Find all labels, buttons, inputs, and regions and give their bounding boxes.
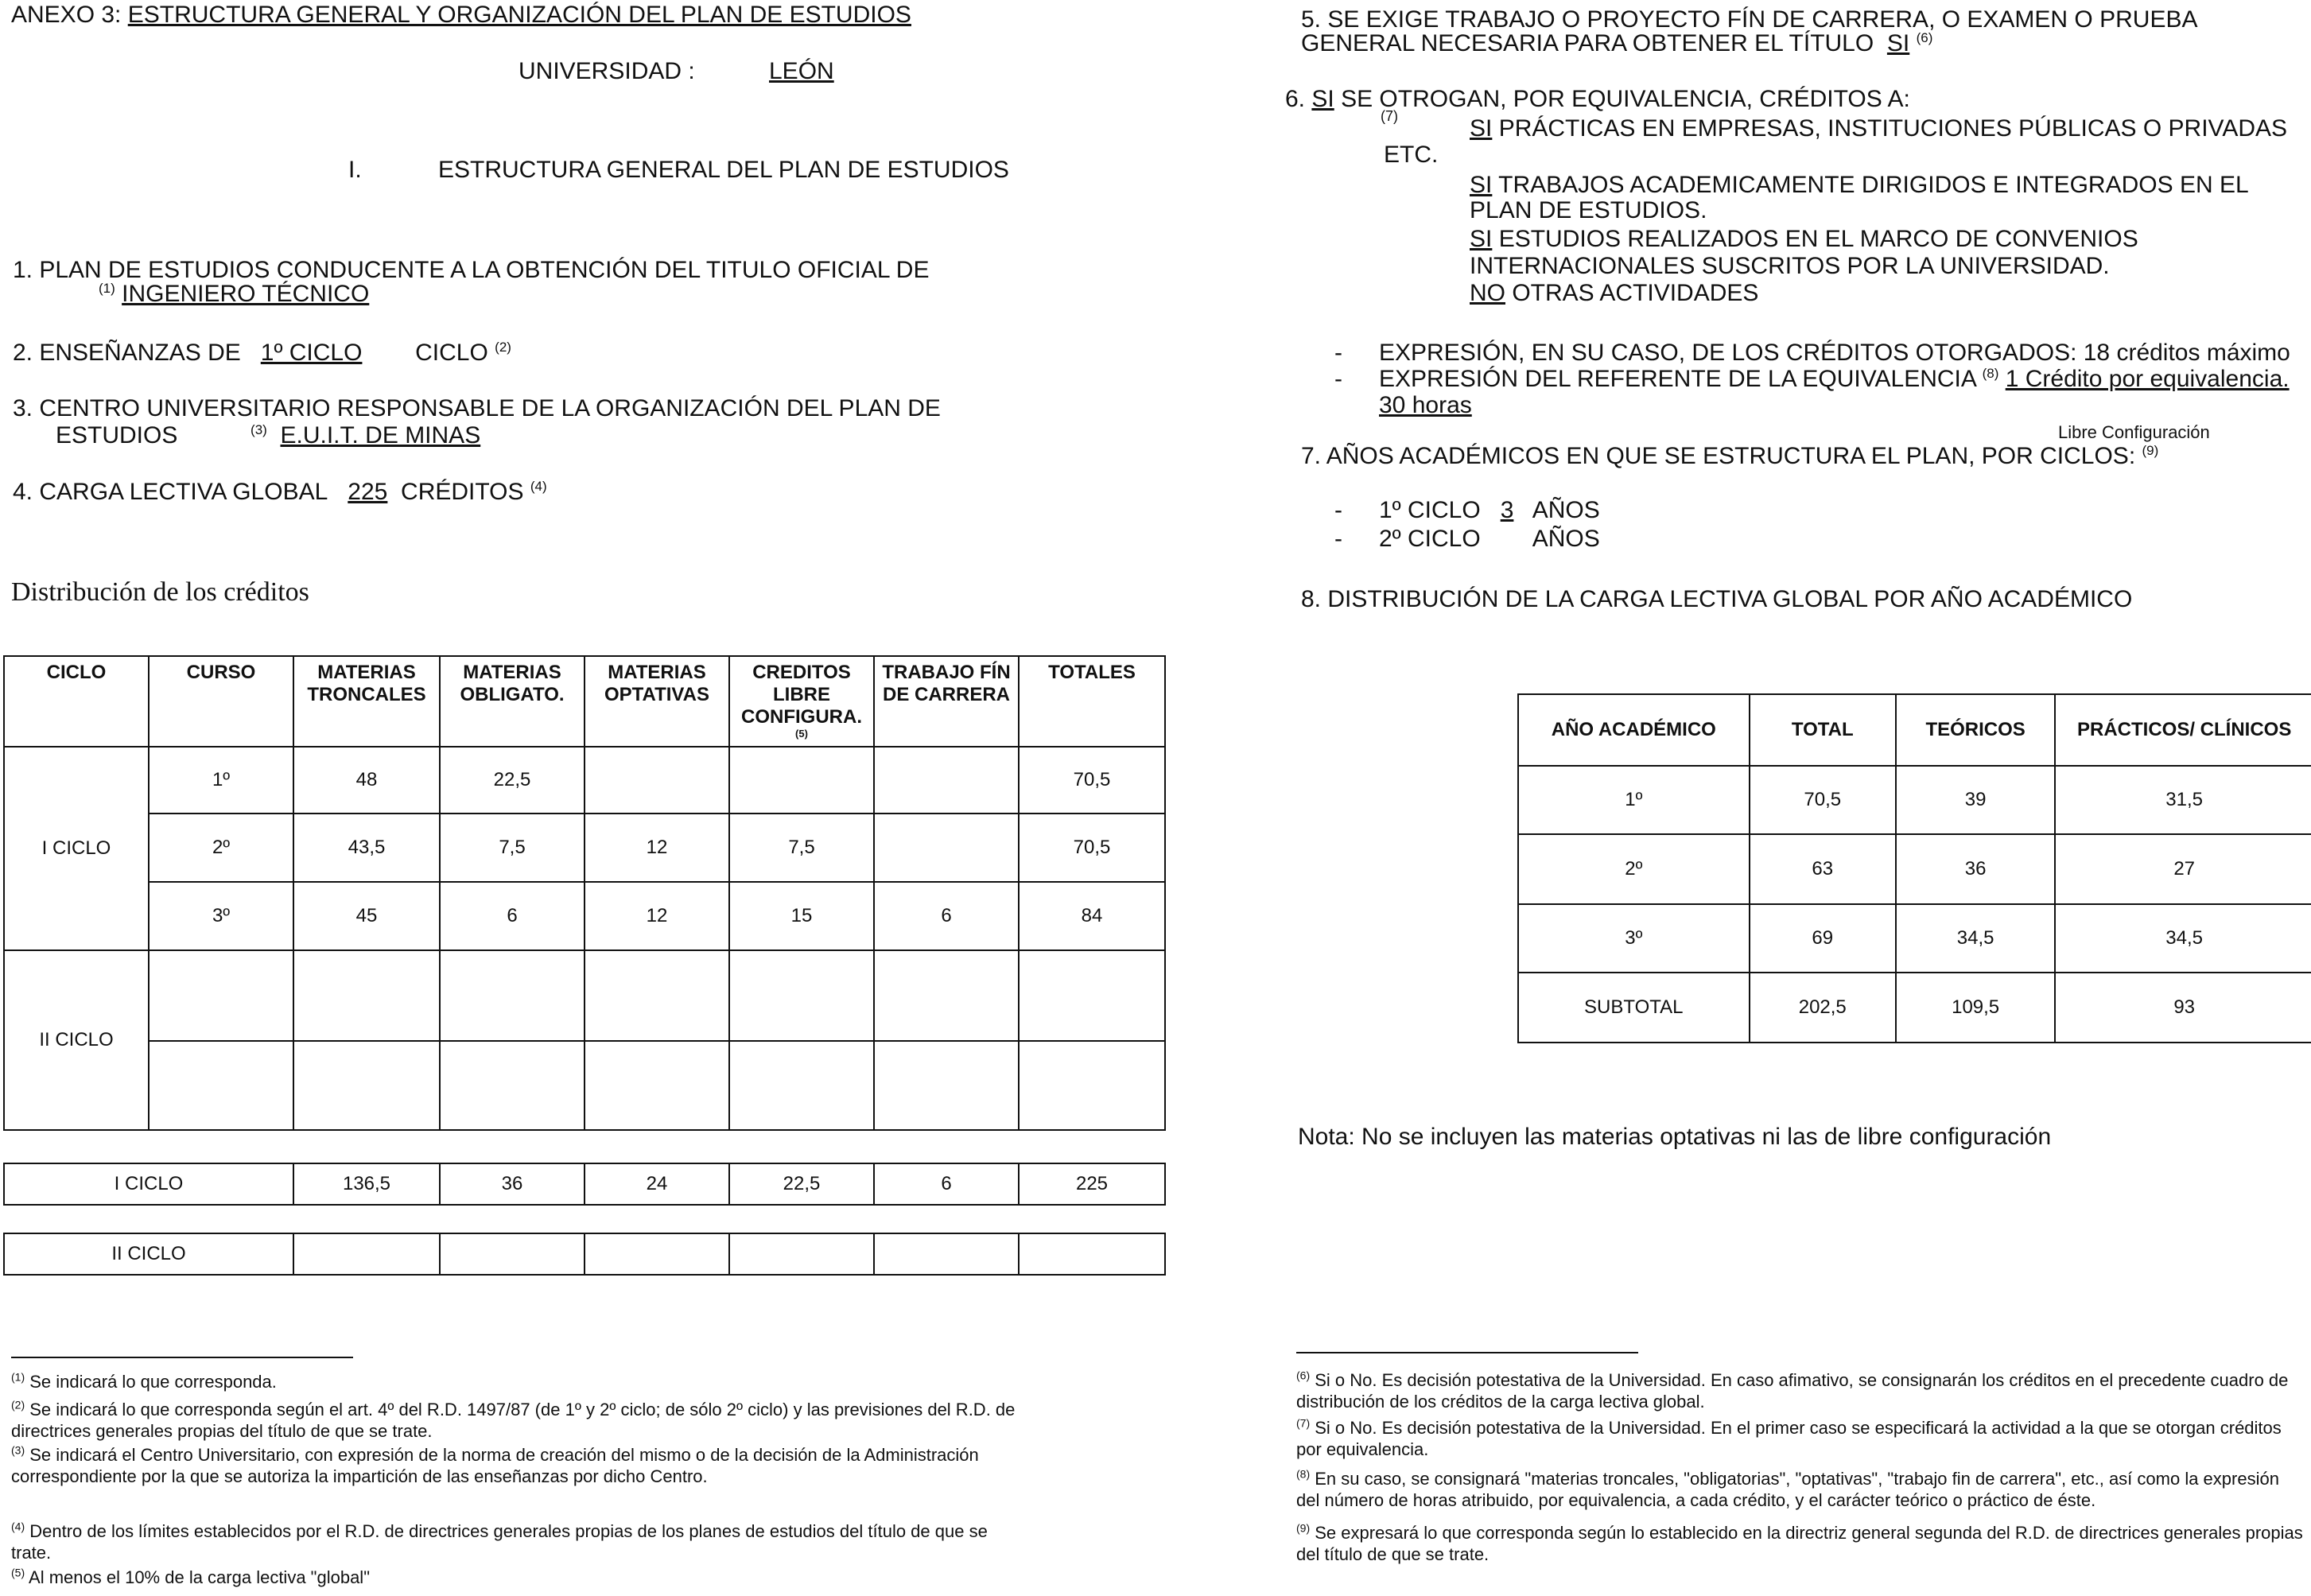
footnote-text: Si o No. Es decisión potestativa de la Universidad. En caso afimativo, se consignarán los créditos en el precedente cuadro de distribución de los créditos de la carga lectiva global. <box>1296 1370 2289 1412</box>
university-label: UNIVERSIDAD : <box>519 58 695 84</box>
table-cell <box>149 950 293 1041</box>
option-3-value: SI <box>1470 226 1493 252</box>
nota-text: Nota: No se incluyen las materias optativas ni las de libre configuración <box>1298 1124 2052 1150</box>
item6-sup: (7) <box>1381 108 1398 124</box>
item3-line1: 3. CENTRO UNIVERSITARIO RESPONSABLE DE LA ORGANIZACIÓN DEL PLAN DE <box>13 395 941 421</box>
footnote <box>11 1371 1021 1392</box>
table-row <box>4 950 1165 1041</box>
item7-note: Libre Configuración <box>2058 422 2210 442</box>
table-cell <box>293 1041 440 1130</box>
item1-value-line <box>99 281 369 308</box>
section-number: I. <box>348 157 362 183</box>
table-cell: 6 <box>440 882 585 950</box>
item7-sup: (9) <box>2142 443 2159 458</box>
item3-sup: (3) <box>251 422 267 437</box>
item5-sup: (6) <box>1916 30 1933 45</box>
item7-text: 7. AÑOS ACADÉMICOS EN QUE SE ESTRUCTURA EL PLAN, POR CICLOS: <box>1301 443 2136 469</box>
cycle1-unit: AÑOS <box>1532 497 1600 523</box>
header-libre-config-label: CREDITOS LIBRE CONFIGURA. <box>741 662 862 728</box>
header-optativas: MATERIAS OPTATIVAS <box>585 656 729 747</box>
option-2 <box>1470 172 2249 199</box>
table-cell <box>585 1041 729 1130</box>
expr2-cont: 30 horas <box>1379 392 1472 418</box>
item4-line <box>13 479 547 506</box>
ciclo1-cell: I CICLO <box>4 747 149 950</box>
header-ano-academico: AÑO ACADÉMICO <box>1518 694 1750 766</box>
item5-value: SI <box>1886 30 1910 56</box>
item1-value: INGENIERO TÉCNICO <box>122 281 370 307</box>
item6-prefix: 6. <box>1285 86 1306 112</box>
cycle2-label: 2º CICLO <box>1379 526 1481 552</box>
item2-value: 1º CICLO <box>260 340 363 366</box>
item1-sup: (1) <box>99 281 115 296</box>
footnote-text: Se indicará lo que corresponda. <box>29 1372 277 1392</box>
footnote <box>1296 1468 2305 1511</box>
table-cell: 7,5 <box>729 814 874 882</box>
summary-cell <box>729 1233 874 1275</box>
annex-title: ESTRUCTURA GENERAL Y ORGANIZACIÓN DEL PLAN DE ESTUDIOS <box>127 2 911 28</box>
summary-label: II CICLO <box>4 1233 293 1275</box>
cycle1-value: 3 <box>1500 497 1514 523</box>
table-cell: 69 <box>1750 904 1896 973</box>
footnote-text: Si o No. Es decisión potestativa de la Universidad. En el primer caso se especificará la actividad a la que se otorgan créditos por equivalencia. <box>1296 1418 2282 1459</box>
cycle1-line <box>1379 497 1600 524</box>
table-cell: 70,5 <box>1750 766 1896 834</box>
expr1-dash: - <box>1334 340 1342 366</box>
table-row <box>4 882 1165 950</box>
table-cell: 2º <box>1518 834 1750 904</box>
footnote-marker: (9) <box>1296 1521 1311 1535</box>
footnote-marker: (7) <box>1296 1416 1311 1430</box>
table-cell <box>729 747 874 814</box>
footnote-text: Se indicará el Centro Universitario, con expresión de la norma de creación del mismo o de la decisión de la Administración correspondiente por la que se autoriza la impartición de las enseñanzas por dicho Centro. <box>11 1445 979 1486</box>
table-cell <box>874 814 1019 882</box>
table-row <box>4 1041 1165 1130</box>
summary-cell: 22,5 <box>729 1163 874 1205</box>
footnote-marker: (8) <box>1296 1467 1311 1481</box>
footnote <box>1296 1369 2305 1412</box>
expr1-text: EXPRESIÓN, EN SU CASO, DE LOS CRÉDITOS OTORGADOS: 18 créditos máximo <box>1379 340 2290 366</box>
table-cell: 15 <box>729 882 874 950</box>
header-obligato: MATERIAS OBLIGATO. <box>440 656 585 747</box>
table-cell: 1º <box>1518 766 1750 834</box>
item3-label: ESTUDIOS <box>56 422 178 449</box>
cycle2-dash: - <box>1334 526 1342 552</box>
header-teoricos: TEÓRICOS <box>1896 694 2055 766</box>
summary-cell: 225 <box>1019 1163 1165 1205</box>
footnote-text: Dentro de los límites establecidos por el R.D. de directrices generales propias de los planes de estudios del título de que se trate. <box>11 1521 988 1563</box>
university-value: LEÓN <box>769 58 834 84</box>
table-cell: SUBTOTAL <box>1518 973 1750 1043</box>
summary-cell <box>874 1233 1019 1275</box>
table-cell: 3º <box>1518 904 1750 973</box>
expr2-value: 1 Crédito por equivalencia. <box>2005 366 2290 392</box>
expr2-sup: (8) <box>1982 366 1999 381</box>
item2-prefix: 2. ENSEÑANZAS DE <box>13 340 241 366</box>
option-1-value: SI <box>1470 115 1493 142</box>
option-4 <box>1470 280 1758 307</box>
footnote <box>11 1399 1021 1442</box>
footnote-text: Al menos el 10% de la carga lectiva "global" <box>29 1567 370 1587</box>
expr2-line <box>1379 366 2290 393</box>
table-row <box>4 814 1165 882</box>
option-3-text: ESTUDIOS REALIZADOS EN EL MARCO DE CONVENIOS <box>1498 226 2138 252</box>
table-cell: 27 <box>2055 834 2311 904</box>
table-cell: 48 <box>293 747 440 814</box>
item5-line2 <box>1301 30 1932 57</box>
summary-cell <box>440 1233 585 1275</box>
summary-ciclo2-table <box>3 1233 1166 1276</box>
year-table <box>1517 693 2311 1043</box>
table-cell: 34,5 <box>1896 904 2055 973</box>
footnote-rule <box>11 1357 353 1358</box>
table-cell: 70,5 <box>1019 814 1165 882</box>
item2-sup: (2) <box>495 340 511 355</box>
table-cell: 12 <box>585 882 729 950</box>
option-1-cont: ETC. <box>1384 142 1439 168</box>
header-troncales: MATERIAS TRONCALES <box>293 656 440 747</box>
table-cell: 93 <box>2055 973 2311 1043</box>
item3-line2 <box>56 422 480 449</box>
table-row <box>1518 766 2311 834</box>
footnote <box>11 1520 1021 1563</box>
expr2-text: EXPRESIÓN DEL REFERENTE DE LA EQUIVALENCIA <box>1379 366 1976 392</box>
header-ciclo: CICLO <box>4 656 149 747</box>
footnote <box>11 1567 1021 1588</box>
summary-row <box>4 1233 1165 1275</box>
item3-value: E.U.I.T. DE MINAS <box>280 422 481 449</box>
item4-suffix: CRÉDITOS <box>401 479 524 505</box>
footnote-rule <box>1296 1352 1638 1353</box>
table-cell <box>585 950 729 1041</box>
item4-sup: (4) <box>530 479 547 494</box>
option-1-text: PRÁCTICAS EN EMPRESAS, INSTITUCIONES PÚBLICAS O PRIVADAS <box>1498 115 2288 142</box>
table-cell: 70,5 <box>1019 747 1165 814</box>
table-cell: 45 <box>293 882 440 950</box>
expr2-dash: - <box>1334 366 1342 392</box>
table-row <box>1518 834 2311 904</box>
table-cell <box>440 950 585 1041</box>
year-header-row <box>1518 694 2311 766</box>
table-cell <box>874 747 1019 814</box>
distribution-heading: Distribución de los créditos <box>11 577 309 607</box>
cycle1-label: 1º CICLO <box>1379 497 1481 523</box>
table-cell <box>293 950 440 1041</box>
summary-cell: 36 <box>440 1163 585 1205</box>
header-curso: CURSO <box>149 656 293 747</box>
table-cell: 36 <box>1896 834 2055 904</box>
table-row <box>4 747 1165 814</box>
option-4-value: NO <box>1470 280 1505 306</box>
item5-line1: 5. SE EXIGE TRABAJO O PROYECTO FÍN DE CARRERA, O EXAMEN O PRUEBA <box>1301 6 2198 33</box>
summary-cell <box>293 1233 440 1275</box>
credits-table <box>3 655 1166 1131</box>
item8-text: 8. DISTRIBUCIÓN DE LA CARGA LECTIVA GLOBAL POR AÑO ACADÉMICO <box>1301 586 2133 612</box>
item6-value: SI <box>1311 86 1334 112</box>
ciclo2-cell: II CICLO <box>4 950 149 1130</box>
option-1 <box>1470 115 2287 142</box>
footnote-text: Se indicará lo que corresponda según el art. 4º del R.D. 1497/87 (de 1º y 2º ciclo; de sólo 2º ciclo) y las previsiones del R.D. de directrices generales propias del título de que se trate. <box>11 1400 1016 1441</box>
table-cell <box>729 950 874 1041</box>
summary-ciclo1-table <box>3 1163 1166 1206</box>
table-cell: 43,5 <box>293 814 440 882</box>
footnote-marker: (2) <box>11 1398 25 1412</box>
table-cell: 7,5 <box>440 814 585 882</box>
summary-label: I CICLO <box>4 1163 293 1205</box>
table-cell: 2º <box>149 814 293 882</box>
item4-prefix: 4. CARGA LECTIVA GLOBAL <box>13 479 328 505</box>
header-trabajo-fin: TRABAJO FÍN DE CARRERA <box>874 656 1019 747</box>
header-libre-config <box>729 656 874 747</box>
header-totales: TOTALES <box>1019 656 1165 747</box>
annex-heading <box>11 2 911 29</box>
table-cell: 6 <box>874 882 1019 950</box>
table-cell: 34,5 <box>2055 904 2311 973</box>
table-cell: 202,5 <box>1750 973 1896 1043</box>
table-cell <box>1019 950 1165 1041</box>
footnote-marker: (5) <box>11 1566 25 1579</box>
footnote-text: En su caso, se consignará "materias troncales, "obligatorias", "optativas", "trabajo fin de carrera", etc., así como la expresión del número de horas atribuido, por equivalencia, a cada crédito, y el carácter teórico o práctico de éste. <box>1296 1469 2279 1510</box>
table-cell: 3º <box>149 882 293 950</box>
item6-text: SE OTROGAN, POR EQUIVALENCIA, CRÉDITOS A: <box>1341 86 1910 112</box>
summary-cell: 24 <box>585 1163 729 1205</box>
table-cell <box>585 747 729 814</box>
option-3 <box>1470 226 2138 253</box>
table-cell <box>149 1041 293 1130</box>
table-row <box>1518 973 2311 1043</box>
header-practicos: PRÁCTICOS/ CLÍNICOS <box>2055 694 2311 766</box>
table-row <box>1518 904 2311 973</box>
cycle1-dash: - <box>1334 497 1342 523</box>
table-cell: 109,5 <box>1896 973 2055 1043</box>
footnote-marker: (4) <box>11 1520 25 1533</box>
table-cell <box>440 1041 585 1130</box>
table-cell: 22,5 <box>440 747 585 814</box>
option-4-text: OTRAS ACTIVIDADES <box>1512 280 1759 306</box>
table-cell <box>874 1041 1019 1130</box>
summary-cell <box>1019 1233 1165 1275</box>
footnote-marker: (1) <box>11 1370 25 1384</box>
item2-suffix: CICLO <box>415 340 488 366</box>
item2-line <box>13 340 511 367</box>
table-cell <box>729 1041 874 1130</box>
item6-line <box>1285 86 1910 113</box>
annex-prefix: ANEXO 3: <box>11 2 122 28</box>
table-cell: 84 <box>1019 882 1165 950</box>
summary-cell <box>585 1233 729 1275</box>
section-title: ESTRUCTURA GENERAL DEL PLAN DE ESTUDIOS <box>438 157 1009 183</box>
footnote <box>1296 1522 2305 1565</box>
table-cell: 39 <box>1896 766 2055 834</box>
credits-header-row <box>4 656 1165 747</box>
table-cell: 31,5 <box>2055 766 2311 834</box>
summary-cell: 136,5 <box>293 1163 440 1205</box>
option-2-value: SI <box>1470 172 1493 198</box>
item1-text: 1. PLAN DE ESTUDIOS CONDUCENTE A LA OBTENCIÓN DEL TITULO OFICIAL DE <box>13 257 930 283</box>
summary-row <box>4 1163 1165 1205</box>
header-total: TOTAL <box>1750 694 1896 766</box>
item7-line <box>1301 443 2158 470</box>
footnote <box>1296 1417 2305 1460</box>
summary-cell: 6 <box>874 1163 1019 1205</box>
table-cell <box>874 950 1019 1041</box>
item5-label: GENERAL NECESARIA PARA OBTENER EL TÍTULO <box>1301 30 1874 56</box>
table-cell <box>1019 1041 1165 1130</box>
footnote-marker: (6) <box>1296 1369 1311 1382</box>
table-cell: 1º <box>149 747 293 814</box>
table-cell: 12 <box>585 814 729 882</box>
footnote <box>11 1444 1021 1487</box>
option-2-text: TRABAJOS ACADEMICAMENTE DIRIGIDOS E INTEGRADOS EN EL <box>1498 172 2249 198</box>
footnote-marker: (3) <box>11 1443 25 1457</box>
footnote-text: Se expresará lo que corresponda según lo establecido en la directriz general segunda del R.D. de directrices generales propias del título de que se trate. <box>1296 1523 2303 1564</box>
option-2-cont: PLAN DE ESTUDIOS. <box>1470 197 1707 223</box>
cycle2-line <box>1379 526 1600 553</box>
header-libre-config-note: (5) <box>795 728 808 740</box>
item4-value: 225 <box>348 479 388 505</box>
cycle2-unit: AÑOS <box>1532 526 1600 552</box>
table-cell: 63 <box>1750 834 1896 904</box>
option-3-cont: INTERNACIONALES SUSCRITOS POR LA UNIVERSIDAD. <box>1470 253 2110 279</box>
